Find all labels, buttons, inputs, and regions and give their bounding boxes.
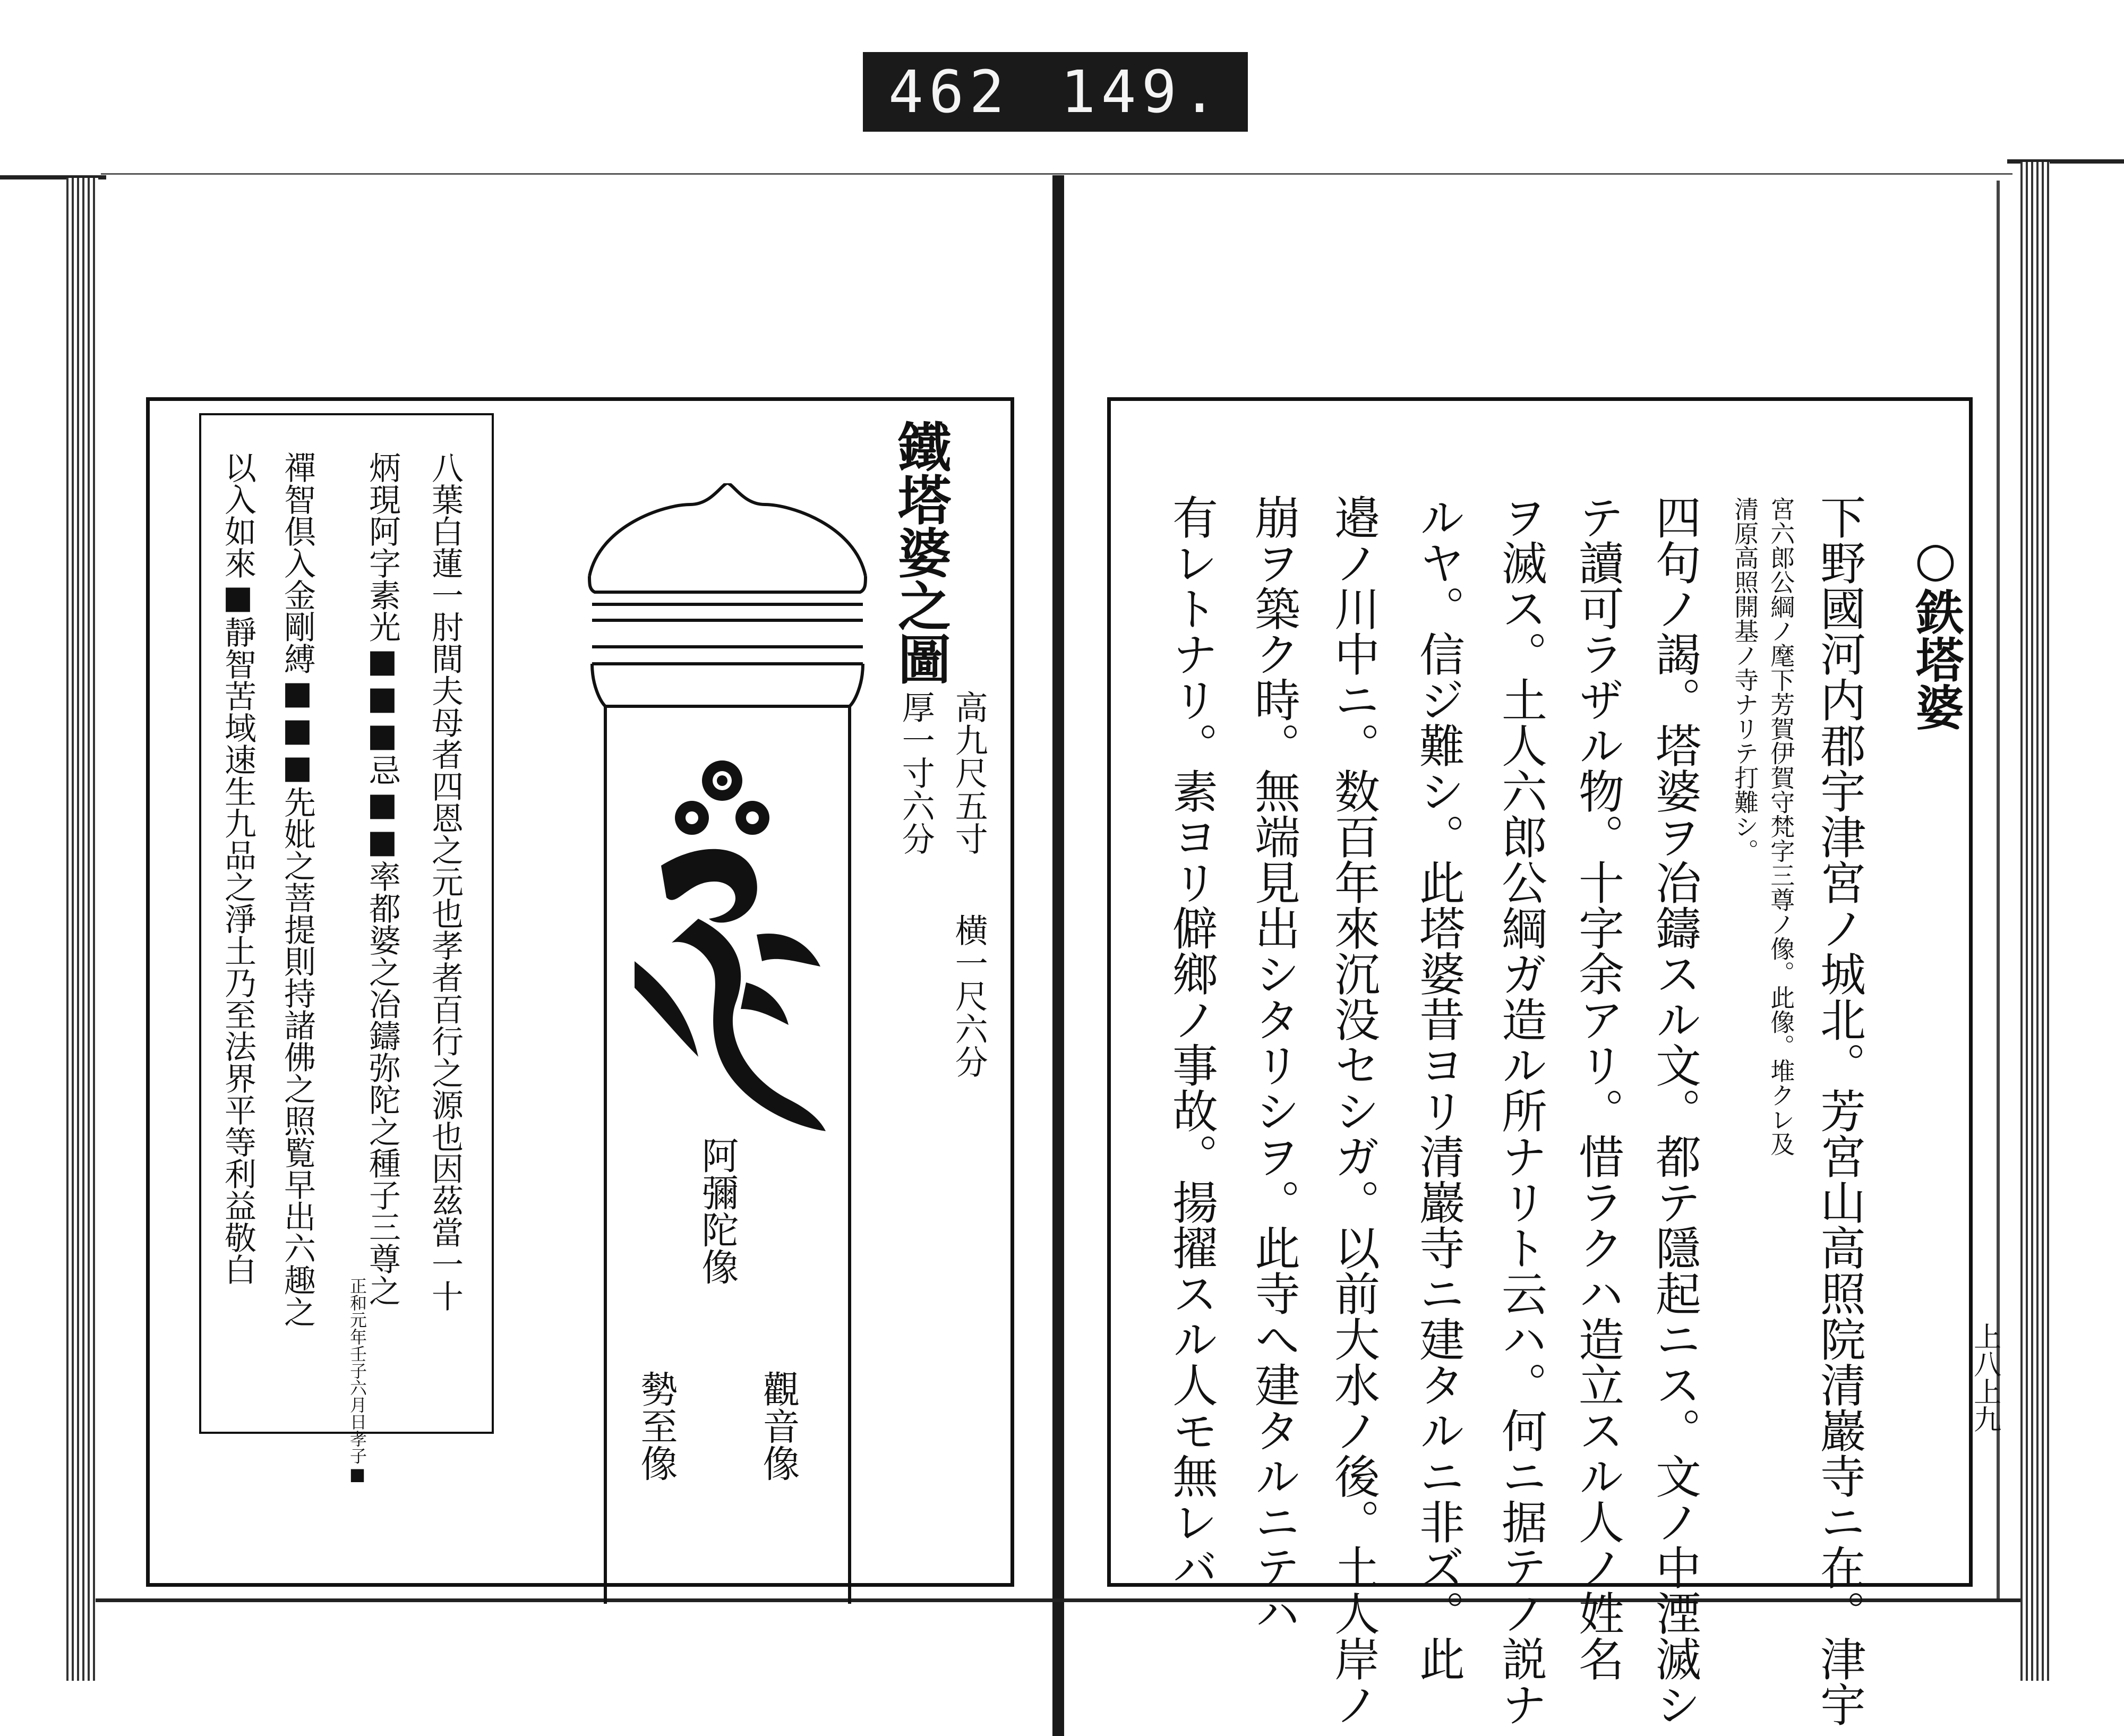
text-column-6: ヲ滅ス。土人六郎公綱ガ造ル所ナリト云ハ。何ニ据テノ説ナ xyxy=(1494,494,1547,1727)
label-amida-image: 阿彌陀像 xyxy=(696,1136,739,1285)
page-top-edge xyxy=(101,173,2012,175)
inscription-date: 正和元年壬子六月日孝子■ xyxy=(347,1277,367,1484)
catalog-label xyxy=(863,52,1248,132)
annotation-b: テ打難シ。 xyxy=(1731,741,1760,863)
dimension-width: 横一尺六分 xyxy=(949,913,989,1078)
book-spine xyxy=(1052,175,1064,1736)
text-column-3-notes xyxy=(1732,497,1758,863)
text-column-7: ルヤ。信ジ難シ。此塔婆昔ヨリ清巖寺ニ建タルニ非ズ。此 xyxy=(1411,494,1464,1681)
figure-title: 鐵塔婆之圖 xyxy=(889,420,952,685)
catalog-number-left: 462 xyxy=(888,58,1010,126)
inscription-column-4: 以入如來■靜智苦域速生九品之淨土乃至法界平等利益敬白 xyxy=(219,451,256,1285)
annotation-a: 梵字三尊ノ像。此像。堆クレ及 xyxy=(1767,814,1796,1156)
text-column-2: 宮六郎公綱ノ麾下芳賀伊賀守 xyxy=(1767,497,1796,814)
text-column-2-notes xyxy=(1768,497,1794,1156)
section-heading: ○鉄塔婆 xyxy=(1907,531,1964,731)
label-seishi-image: 勢至像 xyxy=(635,1370,678,1482)
text-column-4: 四句ノ謁。塔婆ヲ冶鑄スル文。都テ隱起ニス。文ノ中湮滅シ xyxy=(1648,494,1701,1727)
text-column-10: 有レトナリ。素ヨリ僻鄉ノ事故。揚擢スル人モ無レバ xyxy=(1164,494,1218,1590)
page-number: 上八上九 xyxy=(1968,1322,2001,1433)
inscription-column-3: 禪智倶入金剛縛■■■先妣之菩提則持諸佛之照覧早出六趣之 xyxy=(279,451,316,1328)
text-column-5: テ讀可ラザル物。十字余アリ。惜ラクハ造立スル人ノ姓名 xyxy=(1571,494,1624,1681)
siddham-seed-syllable-icon xyxy=(629,759,826,1142)
text-column-3: 清原高照開基ノ寺ナリ xyxy=(1731,497,1760,741)
dimension-height: 高九尺五寸 xyxy=(949,690,989,855)
scan-edge-right xyxy=(2020,162,2050,1681)
label-kannon-image: 觀音像 xyxy=(757,1370,800,1482)
inscription-column-1: 八葉白蓮一肘間夫母者四恩之元也孝者百行之源也因茲當一十 xyxy=(426,451,464,1312)
text-column-1: 下野國河内郡宇津宮ノ城北。芳宮山高照院清巖寺ニ在。津宇 xyxy=(1812,494,1865,1727)
inscription-column-2: 炳現阿字素光■■■忌■■率都婆之冶鑄弥陀之種子三尊之 xyxy=(364,451,401,1306)
text-column-8: 邉ノ川中ニ。数百年來沉没セシガ。以前大水ノ後。土人岸ノ xyxy=(1326,494,1380,1727)
text-column-9: 崩ヲ築ク時。無端見出シタリシヲ。此寺へ建タルニテハ xyxy=(1247,494,1300,1636)
dimension-thickness: 厚一寸六分 xyxy=(896,690,936,855)
scan-edge-left xyxy=(66,178,98,1681)
catalog-number-right: 149. xyxy=(1060,58,1223,126)
